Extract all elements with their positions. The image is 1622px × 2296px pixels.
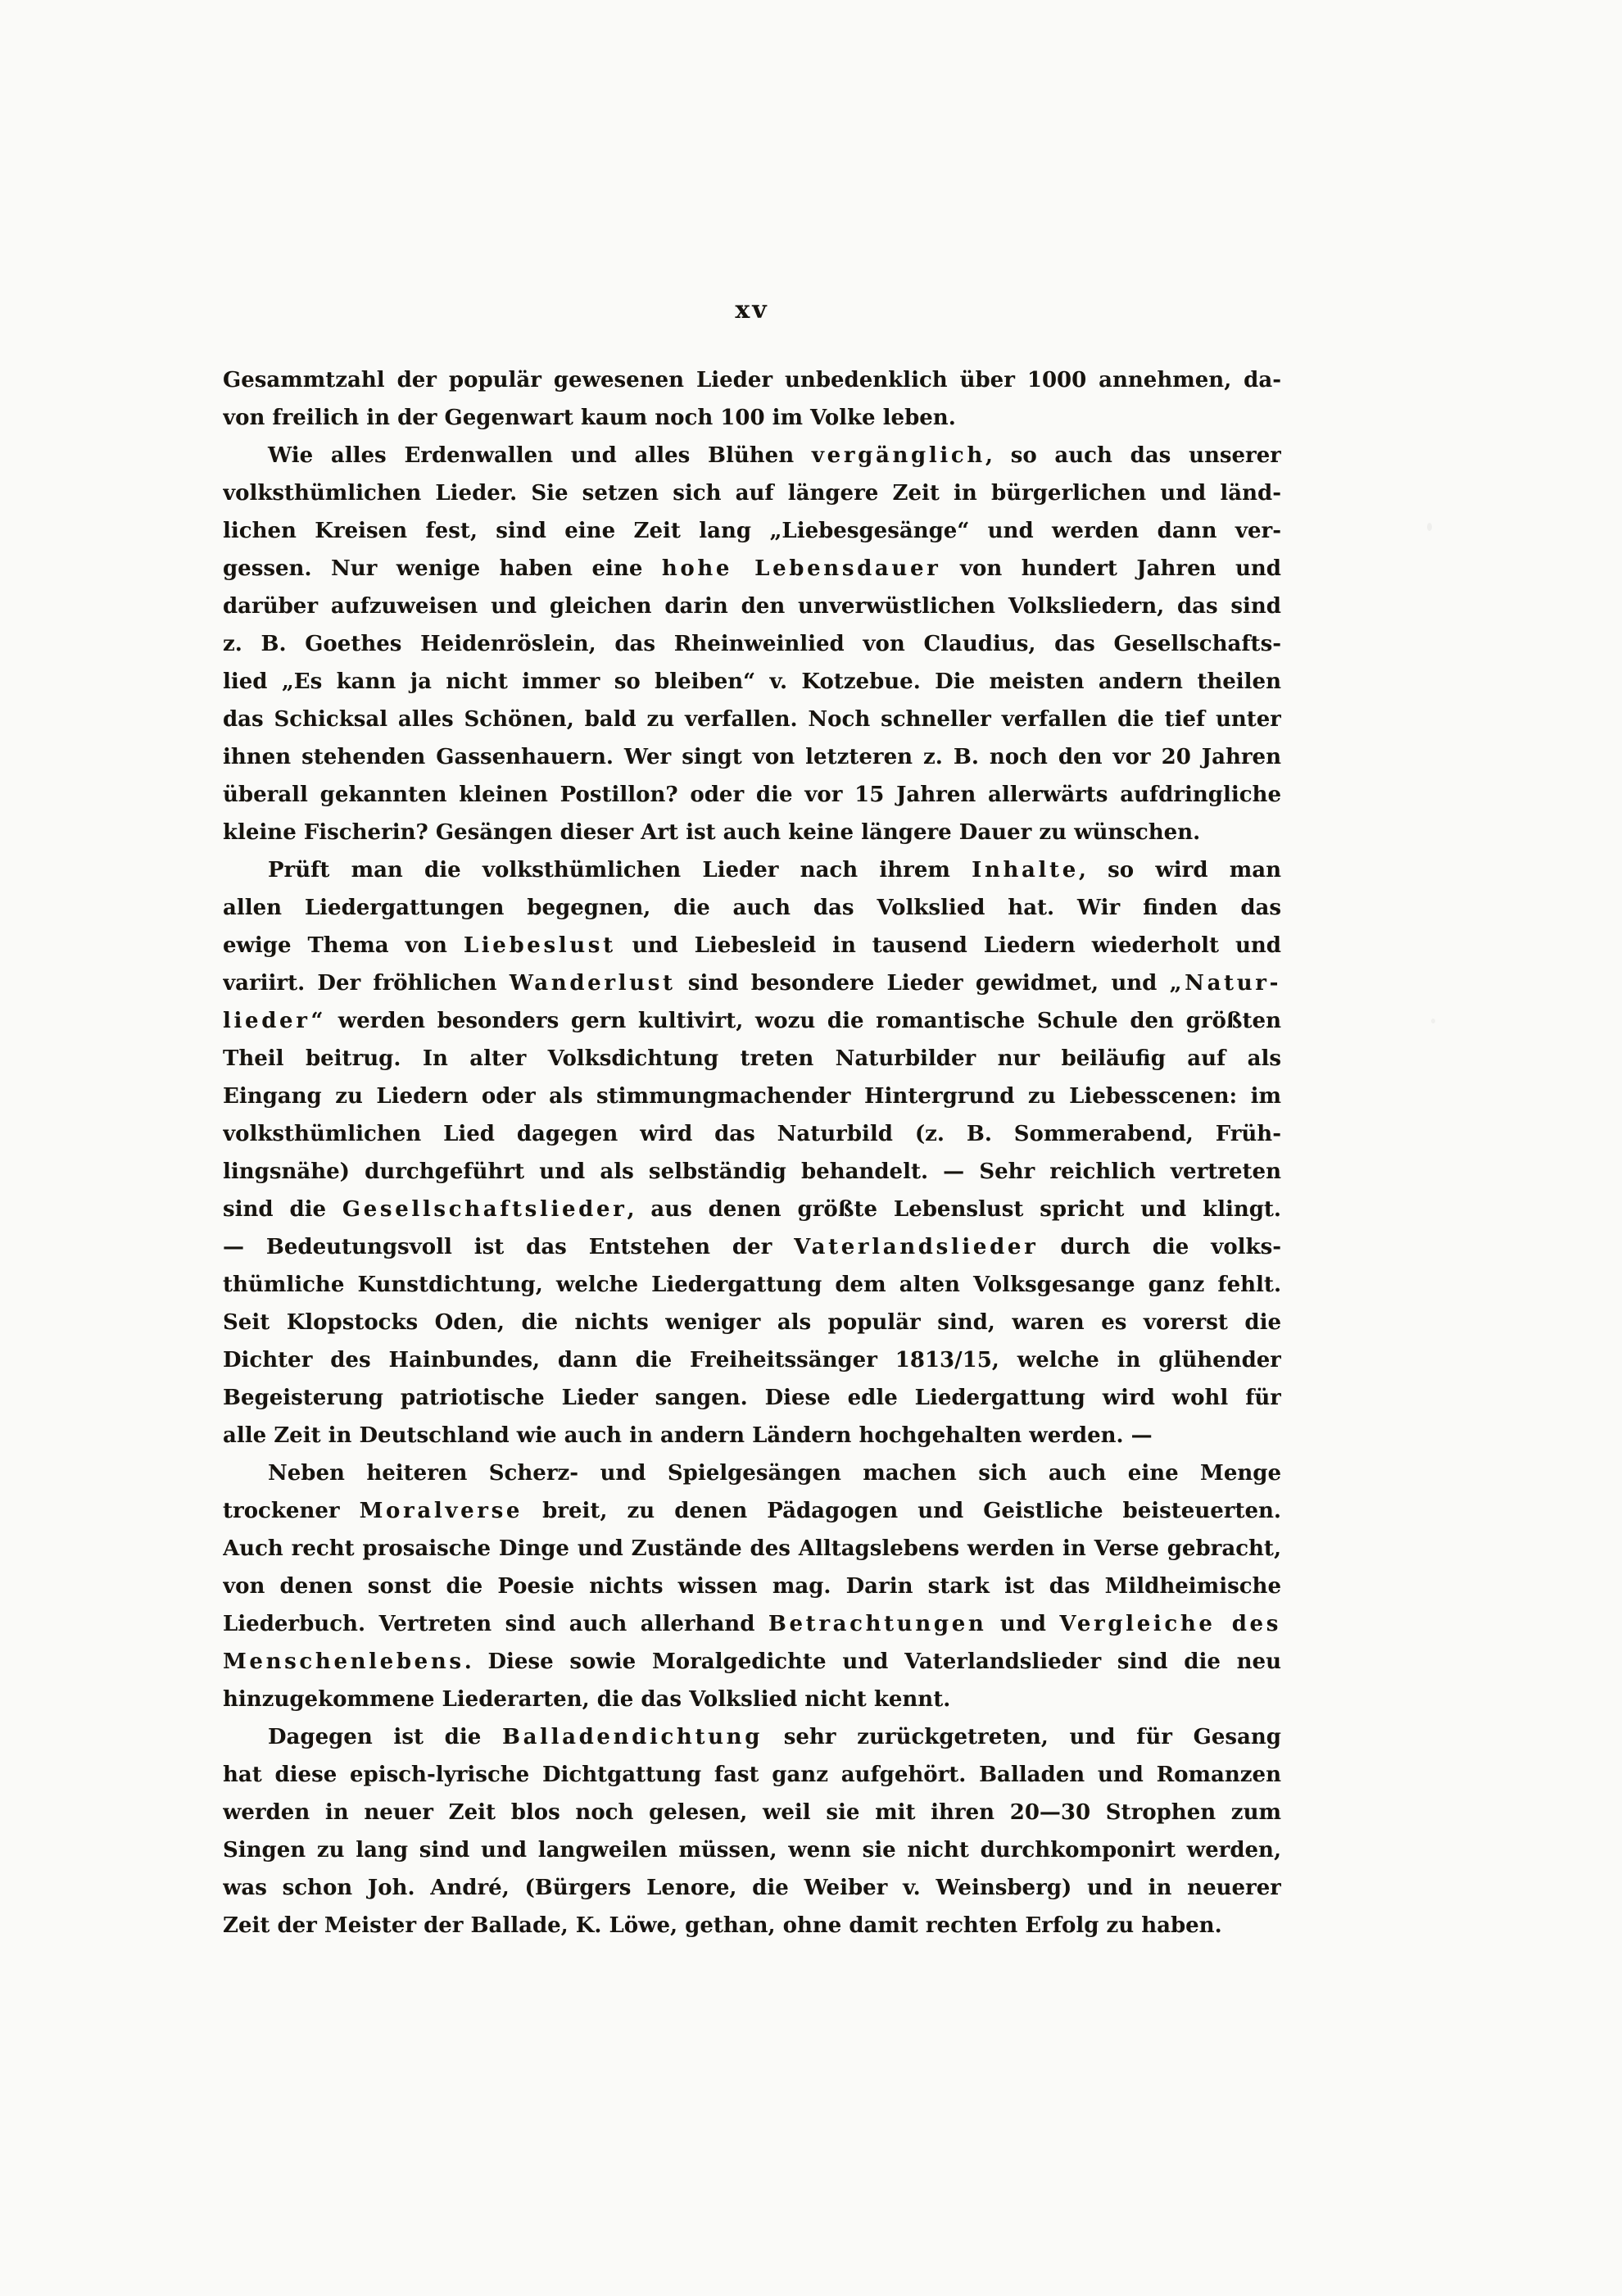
text-line [223,1304,1281,1341]
letterspaced-emphasis: Menschenlebens [223,1649,464,1674]
text-segment: Theil beitrug. In alter Volksdichtung treten Naturbilder nur beiläufig auf als [223,1046,1281,1071]
text-line [223,1115,1281,1153]
text-segment: darüber aufzuweisen und gleichen darin den unverwüstlichen Volksliedern, das sind [223,594,1281,619]
text-line [223,851,1281,889]
paragraph [223,361,1281,437]
text-segment: Seit Klopstocks Oden, die nichts weniger als populär sind, waren es vorerst die [223,1310,1281,1335]
text-line [223,1078,1281,1115]
text-line [223,1266,1281,1304]
text-segment: . Diese sowie Moralgedichte und Vaterlandslieder sind die neu [464,1649,1281,1674]
letterspaced-emphasis: Betrachtungen [768,1612,987,1636]
text-line [223,1153,1281,1191]
text-segment: Singen zu lang sind und langweilen müssen, wenn sie nicht durchkomponirt werden, [223,1838,1281,1863]
text-segment: Gesammtzahl der populär gewesenen Lieder unbedenklich über 1000 annehmen, da- [223,368,1281,392]
text-segment: z. B. Goethes Heidenröslein, das Rheinweinlied von Claudius, das Gesellschafts- [223,632,1281,656]
text-segment: kleine Fischerin? Gesängen dieser Art ist auch keine längere Dauer zu wünschen. [223,820,1201,845]
text-segment: Begeisterung patriotische Lieder sangen. Diese edle Liedergattung wird wohl für [223,1386,1281,1410]
text-line [223,361,1281,399]
text-line [223,588,1281,625]
text-segment: überall gekannten kleinen Postillon? oder die vor 15 Jahren allerwärts aufdringliche [223,783,1281,807]
letterspaced-emphasis: Liebeslust [463,933,616,958]
text-segment: , aus denen größte Lebenslust spricht und klingt. [627,1197,1281,1222]
text-line [223,1718,1281,1756]
text-line [223,1831,1281,1869]
text-segment: werden besonders gern kultivirt, wozu die romantische Schule den größten [326,1009,1281,1033]
text-line [223,738,1281,776]
text-segment: lichen Kreisen fest, sind eine Zeit lang „Liebesgesänge“ und werden dann ver- [223,519,1281,543]
text-segment: allen Liedergattungen begegnen, die auch das Volkslied hat. Wir finden das [223,896,1281,920]
text-segment: volksthümlichen Lied dagegen wird das Naturbild (z. B. Sommerabend, Früh- [223,1122,1281,1146]
text-segment: sehr zurückgetreten, und für Gesang [763,1725,1281,1749]
letterspaced-emphasis: vergänglich [811,443,985,468]
letterspaced-emphasis: lieder“ [223,1009,327,1033]
text-segment: Liederbuch. Vertreten sind auch allerhand [223,1612,768,1636]
text-segment: Zeit der Meister der Ballade, K. Löwe, gethan, ohne damit rechten Erfolg zu haben. [223,1913,1222,1938]
letterspaced-emphasis: Moralverse [359,1499,523,1523]
text-segment: Eingang zu Liedern oder als stimmungmachender Hintergrund zu Liebesscenen: im [223,1084,1281,1109]
scan-speck [1258,1213,1262,1217]
letterspaced-emphasis: Balladendichtung [501,1725,763,1749]
text-segment: — Bedeutungsvoll ist das Entstehen der [223,1235,795,1259]
text-segment: hinzugekommene Liederarten, die das Volkslied nicht kennt. [223,1687,951,1712]
text-line [223,1907,1281,1944]
text-line [223,1756,1281,1794]
text-line [223,814,1281,851]
letterspaced-emphasis: Vergleiche des [1059,1612,1281,1636]
text-segment: was schon Joh. André, (Bürgers Lenore, die Weiber v. Weinsberg) und in neuerer [223,1876,1281,1900]
text-line [223,1869,1281,1907]
letterspaced-emphasis: Wanderlust [509,971,676,996]
text-segment: Prüft man die volksthümlichen Lieder nach ihrem [268,858,972,883]
text-segment: Neben heiteren Scherz- und Spielgesängen machen sich auch eine Menge [268,1461,1281,1486]
text-segment: und [986,1612,1060,1636]
letterspaced-emphasis: hohe Lebensdauer [661,556,941,581]
paragraph [223,1718,1281,1944]
text-segment: ihnen stehenden Gassenhauern. Wer singt von letzteren z. B. noch den vor 20 Jahren [223,745,1281,769]
text-segment: das Schicksal alles Schönen, bald zu verfallen. Noch schneller verfallen die tief unter [223,707,1281,732]
text-segment: hat diese episch-lyrische Dichtgattung fast ganz aufgehört. Balladen und Romanzen [223,1763,1281,1787]
text-line [223,701,1281,738]
text-line [223,625,1281,663]
text-segment: sind die [223,1197,342,1222]
scan-speck [1431,1019,1435,1023]
text-block [223,361,1281,1944]
text-segment: ewige Thema von [223,933,464,958]
letterspaced-emphasis: Vaterlandslieder [794,1235,1039,1259]
text-segment: alle Zeit in Deutschland wie auch in andern Ländern hochgehalten werden. — [223,1423,1153,1448]
text-line [223,889,1281,927]
text-line [223,964,1281,1002]
letterspaced-emphasis: Gesellschaftslieder [342,1197,628,1222]
text-segment: volksthümlichen Lieder. Sie setzen sich auf längere Zeit in bürgerlichen und länd- [223,481,1281,506]
text-segment: werden in neuer Zeit blos noch gelesen, weil sie mit ihren 20—30 Strophen zum [223,1800,1281,1825]
text-line [223,1643,1281,1681]
text-line [223,512,1281,550]
text-line [223,1492,1281,1530]
text-line [223,1002,1281,1040]
paragraph [223,1454,1281,1718]
text-line [223,1605,1281,1643]
text-line [223,1417,1281,1454]
text-segment: , so auch das unserer [985,443,1281,468]
text-line [223,1341,1281,1379]
text-segment: trockener [223,1499,360,1523]
text-segment: gessen. Nur wenige haben eine [223,556,662,581]
text-line [223,663,1281,701]
text-segment: lied „Es kann ja nicht immer so bleiben“ v. Kotzebue. Die meisten andern theilen [223,669,1281,694]
text-line [223,1191,1281,1228]
text-line [223,399,1281,437]
text-segment: von denen sonst die Poesie nichts wissen mag. Darin stark ist das Mildheimische [223,1574,1281,1599]
text-segment: sind besondere Lieder gewidmet, und [675,971,1170,996]
text-line [223,1040,1281,1078]
text-line [223,1681,1281,1718]
paragraph [223,851,1281,1454]
letterspaced-emphasis: „Natur- [1169,971,1281,996]
text-segment: Wie alles Erdenwallen und alles Blühen [268,443,812,468]
text-segment: und Liebesleid in tausend Liedern wiederholt und [615,933,1281,958]
text-line [223,1454,1281,1492]
text-line [223,1379,1281,1417]
page-number: xv [735,296,769,324]
text-segment: lingsnähe) durchgeführt und als selbständig behandelt. — Sehr reichlich vertreten [223,1159,1281,1184]
text-line [223,437,1281,474]
text-segment: durch die volks- [1038,1235,1281,1259]
text-segment: thümliche Kunstdichtung, welche Liedergattung dem alten Volksgesange ganz fehlt. [223,1273,1281,1297]
text-segment: von hundert Jahren und [940,556,1281,581]
text-segment: , so wird man [1078,858,1281,883]
text-segment: variirt. Der fröhlichen [223,971,510,996]
text-line [223,1568,1281,1605]
letterspaced-emphasis: Inhalte [972,858,1079,883]
text-segment: Auch recht prosaische Dinge und Zustände des Alltagslebens werden in Verse gebracht, [223,1536,1281,1561]
text-line [223,474,1281,512]
text-line [223,550,1281,588]
text-line [223,1228,1281,1266]
text-line [223,927,1281,964]
text-line [223,1530,1281,1568]
text-line [223,1794,1281,1831]
scan-speck [1427,523,1432,531]
text-segment: Dagegen ist die [268,1725,502,1749]
text-segment: von freilich in der Gegenwart kaum noch 100 im Volke leben. [223,406,956,430]
text-segment: breit, zu denen Pädagogen und Geistliche beisteuerten. [523,1499,1281,1523]
paragraph [223,437,1281,851]
text-segment: Dichter des Hainbundes, dann die Freiheitssänger 1813/15, welche in glühender [223,1348,1281,1373]
text-line [223,776,1281,814]
